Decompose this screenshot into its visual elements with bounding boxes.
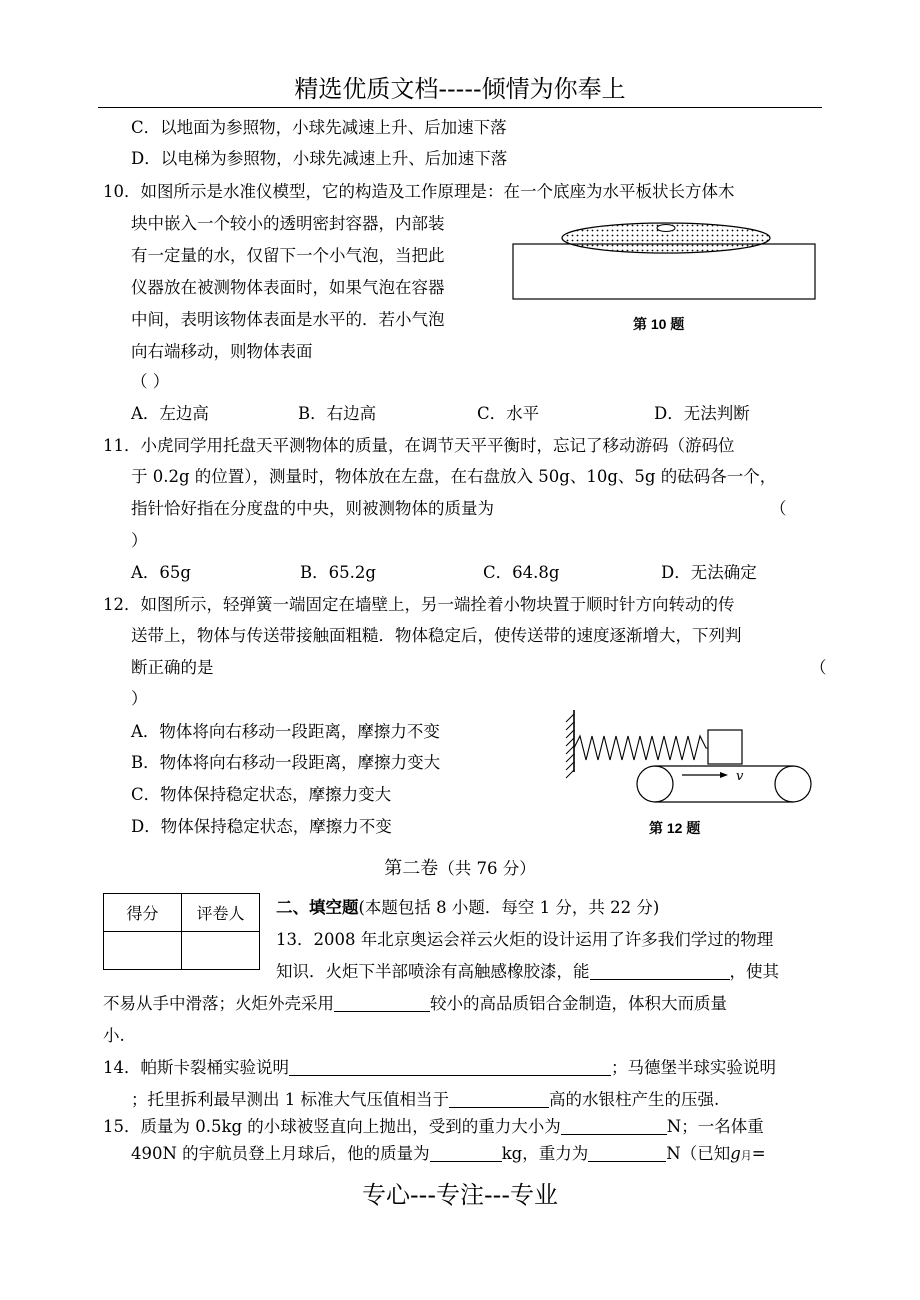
q10-line-1: 10．如图所示是水准仪模型，它的构造及工作原理是：在一个底座为水平板状长方体木 [103, 182, 735, 201]
q15-line-1-text-b: N；一名体重 [666, 1117, 764, 1136]
q11-bracket-close: ） [131, 531, 148, 550]
q14-blank-3[interactable] [449, 1091, 549, 1108]
q14-line-2 [131, 1089, 719, 1111]
velocity-arrow-head [720, 772, 728, 778]
q12-line-1: 12．如图所示，轻弹簧一端固定在墙壁上，另一端拴着小物块置于顺时针方向转动的传 [103, 595, 735, 614]
footer-title: 专心---专注---专业 [362, 1181, 558, 1209]
q10-option-b: B．右边高 [298, 404, 377, 423]
q13-line-3-text-b: 较小的高品质铝合金制造，体积大而质量 [430, 994, 727, 1013]
q10-line-5: 中间，表明该物体表面是水平的．若小气泡 [131, 310, 445, 329]
q10-line-3: 有一定量的水，仅留下一个小气泡，当把此 [131, 246, 445, 265]
conveyor-spring-figure [560, 706, 820, 812]
q10-line-2: 块中嵌入一个较小的透明密封容器，内部装 [131, 214, 445, 233]
q15-line-2 [131, 1143, 766, 1167]
q12-option-b: B．物体将向右移动一段距离，摩擦力变大 [131, 753, 441, 772]
q10-line-6: 向右端移动，则物体表面 [131, 342, 313, 361]
small-block [708, 730, 742, 764]
q15-line-2-text-b: kg，重力为 [501, 1144, 589, 1163]
q12-figure-caption: 第 12 题 [649, 820, 701, 836]
spring [574, 736, 708, 760]
header-title: 精选优质文档-----倾情为你奉上 [294, 75, 626, 103]
section-two-heading [276, 897, 659, 919]
grader-cell[interactable] [182, 932, 260, 970]
part-two-title-main: 第二卷 [384, 858, 439, 879]
air-bubble [657, 225, 675, 232]
q13-line-2 [276, 961, 779, 983]
q10-answer-bracket: （ ） [131, 372, 170, 391]
q12-option-c: C．物体保持稳定状态，摩擦力变大 [131, 785, 392, 804]
q12-option-a: A．物体将向右移动一段距离，摩擦力不变 [131, 722, 440, 741]
q12-bracket-open: （ [810, 658, 827, 677]
left-pulley [637, 766, 673, 802]
q13-line-2-text-a: 知识．火炬下半部喷涂有高触感橡胶漆，能 [276, 962, 590, 981]
q11-bracket-open: （ [770, 499, 787, 518]
q12-line-3: 断正确的是 [131, 658, 214, 677]
q11-option-a: A．65g [131, 563, 191, 582]
q11-line-2: 于 0.2g 的位置），测量时，物体放在左盘，在右盘放入 50g、10g、5g 的砝码各一个， [131, 467, 777, 486]
q13-blank-2[interactable] [334, 995, 430, 1012]
q11-line-3: 指针恰好指在分度盘的中央，则被测物体的质量为 [131, 499, 494, 518]
q13-line-1: 13．2008 年北京奥运会祥云火炬的设计运用了许多我们学过的物理 [276, 930, 774, 949]
grader-header: 评卷人 [182, 894, 260, 932]
q11-option-b: B．65.2g [300, 563, 376, 582]
header-rule [98, 107, 822, 108]
q10-option-a: A．左边高 [131, 404, 209, 423]
q15-blank-3[interactable] [588, 1145, 666, 1162]
q11-option-c: C．64.8g [483, 563, 560, 582]
q12-bracket-close: ） [131, 689, 148, 708]
score-header: 得分 [104, 894, 182, 932]
section-two-note: (本题包括 8 小题．每空 1 分，共 22 分) [358, 898, 660, 917]
q12-option-d: D．物体保持稳定状态，摩擦力不变 [131, 817, 392, 836]
q15-blank-2[interactable] [430, 1145, 502, 1162]
q15-line-2-text-c: N（已知 [666, 1144, 731, 1163]
level-instrument-figure [510, 218, 820, 306]
q10-figure-caption: 第 10 题 [633, 316, 685, 332]
q13-line-3 [103, 993, 727, 1015]
section-two-title: 二、填空题 [276, 898, 359, 917]
q10-option-d: D．无法判断 [654, 404, 750, 423]
q12-line-2: 送带上，物体与传送带接触面粗糙．物体稳定后，使传送带的速度逐渐增大，下列判 [131, 626, 742, 645]
score-table [103, 893, 260, 970]
q15-line-2-text-a: 490N 的宇航员登上月球后，他的质量为 [131, 1144, 430, 1163]
q13-blank-1[interactable] [590, 963, 730, 980]
part-two-subtitle: （共 76 分） [438, 859, 536, 878]
wall-hatching [566, 714, 574, 778]
q14-line-2-text-a: ；托里拆利最早测出 1 标准大气压值相当于 [131, 1090, 449, 1109]
q13-line-3-text-a: 不易从手中滑落；火炬外壳采用 [103, 994, 334, 1013]
gravity-subscript: 月 [740, 1149, 752, 1162]
q10-option-c: C．水平 [477, 404, 540, 423]
part-two-title [0, 857, 920, 881]
q13-line-4: 小. [103, 1026, 125, 1045]
q14-line-1 [103, 1057, 776, 1079]
score-cell[interactable] [104, 932, 182, 970]
q14-line-1-text-a: 14．帕斯卡裂桶实验说明 [103, 1058, 289, 1077]
gravity-symbol: g [730, 1144, 741, 1163]
velocity-label: v [736, 769, 744, 784]
q14-blank-1[interactable] [289, 1059, 611, 1076]
q15-line-2-text-d: = [751, 1144, 766, 1163]
q11-line-1: 11．小虎同学用托盘天平测物体的质量，在调节天平平衡时，忘记了移动游码（游码位 [103, 436, 735, 455]
q14-line-1-text-b: ；马德堡半球实验说明 [611, 1058, 776, 1077]
q9-option-d: D．以电梯为参照物，小球先减速上升、后加速下落 [131, 149, 508, 168]
q15-blank-1[interactable] [561, 1118, 667, 1135]
q9-option-c: C．以地面为参照物，小球先减速上升、后加速下落 [131, 118, 507, 137]
q15-line-1 [103, 1116, 764, 1138]
right-pulley [775, 766, 811, 802]
q14-line-2-text-b: 高的水银柱产生的压强. [549, 1090, 720, 1109]
q11-option-d: D．无法确定 [661, 563, 757, 582]
q10-line-4: 仪器放在被测物体表面时，如果气泡在容器 [131, 278, 445, 297]
q15-line-1-text-a: 15．质量为 0.5kg 的小球被竖直向上抛出，受到的重力大小为 [103, 1117, 561, 1136]
q13-line-2-text-b: ，使其 [729, 962, 779, 981]
